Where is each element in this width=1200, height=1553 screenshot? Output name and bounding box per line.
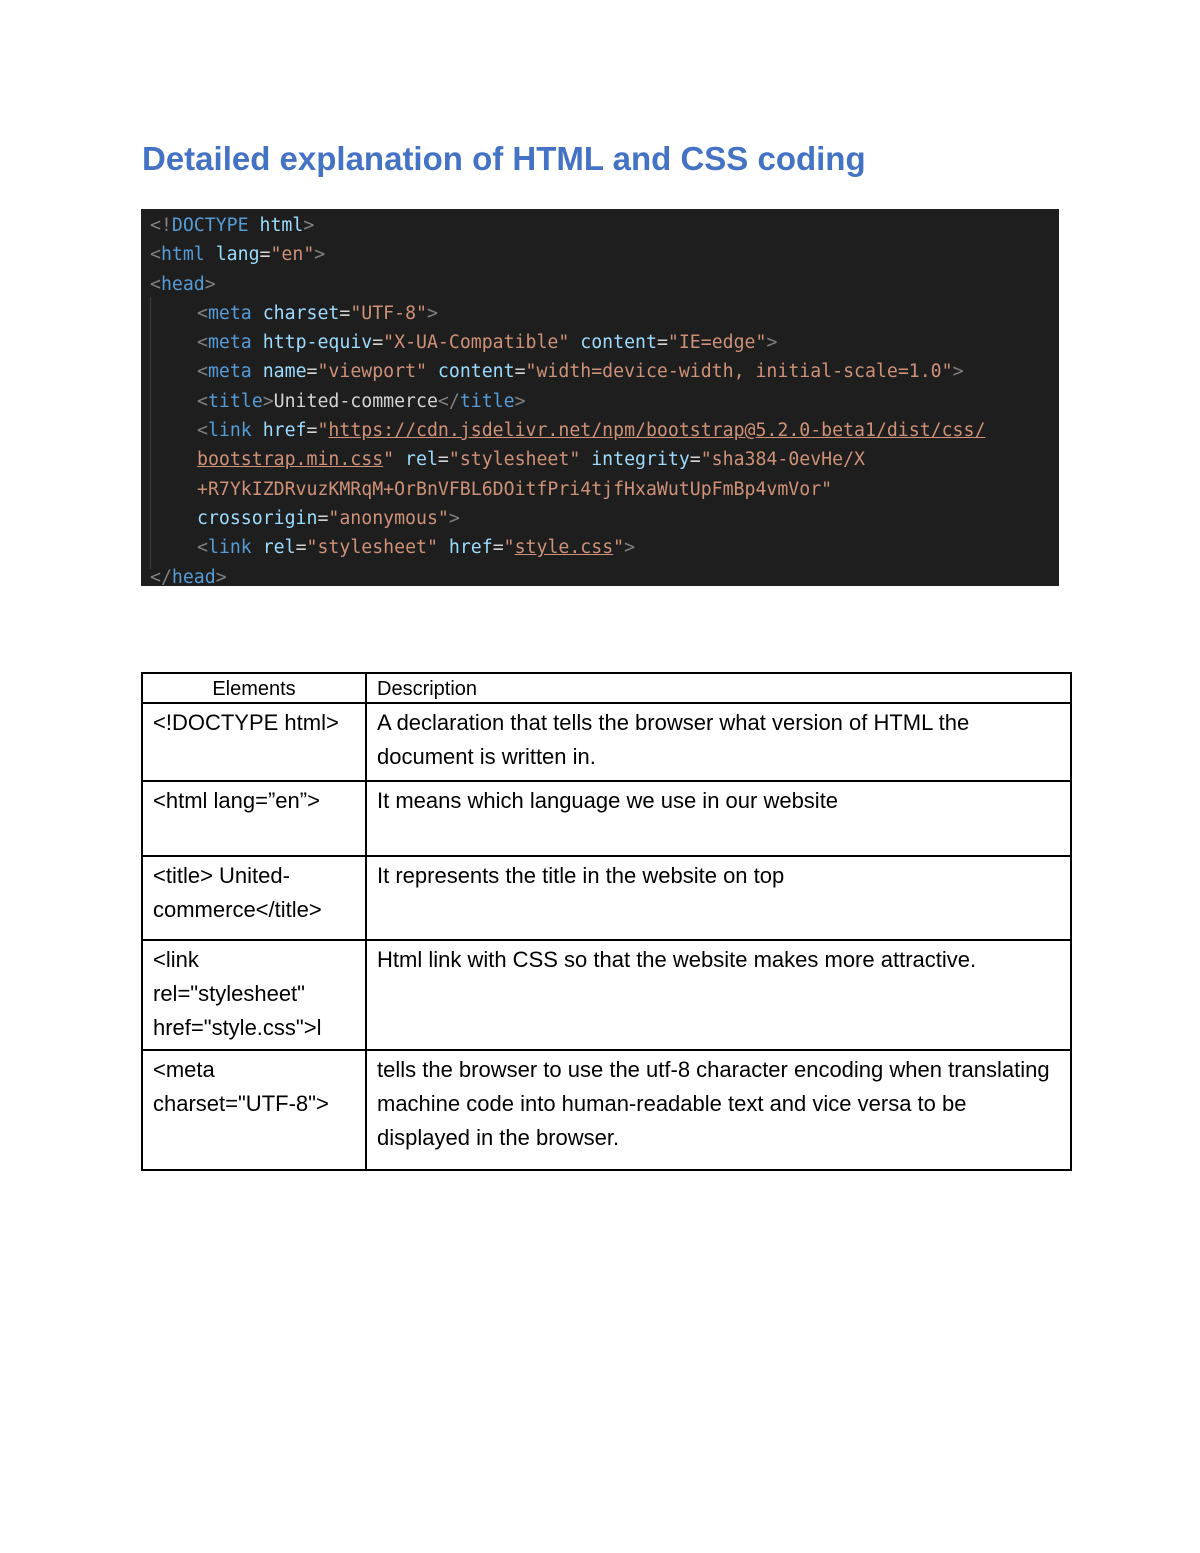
description-cell: It means which language we use in our website [366,781,1071,856]
table-row [142,940,1071,1050]
table-row [142,856,1071,940]
code-line-4: <meta charset="UTF-8"> [197,302,438,324]
code-line-8: <link href="https://cdn.jsdelivr.net/npm/bootstrap@5.2.0-beta1/dist/css/ [197,420,986,442]
code-line-2: <html lang="en"> [150,244,326,266]
table-row [142,703,1071,781]
table-header-row [142,673,1071,703]
code-line-6: <meta name="viewport" content="width=device-width, initial-scale=1.0"> [197,361,964,383]
code-line-11: crossorigin="anonymous"> [197,507,460,529]
header-description: Description [366,673,1071,703]
element-cell: <html lang=”en”> [142,781,366,856]
code-line-12: <link rel="stylesheet" href="style.css"> [197,537,636,559]
elements-table [141,672,1072,1171]
code-line-1: <!DOCTYPE html> [150,215,315,236]
code-line-13: </head> [150,566,227,588]
code-line-9: bootstrap.min.css" rel="stylesheet" integrity="sha384-0evHe/X [197,449,865,471]
description-cell: A declaration that tells the browser what version of HTML the document is written in. [366,703,1071,781]
code-line-5: <meta http-equiv="X-UA-Compatible" content="IE=edge"> [197,332,778,354]
table-row [142,781,1071,856]
header-elements: Elements [142,673,366,703]
table-row [142,1050,1071,1170]
description-cell: tells the browser to use the utf-8 character encoding when translating machine code into human-readable text and vice versa to be displayed in the browser. [366,1050,1071,1170]
element-cell: <!DOCTYPE html> [142,703,366,781]
code-line-10: +R7YkIZDRvuzKMRqM+OrBnVFBL6DOitfPri4tjfHxaWutUpFmBp4vmVor" [197,478,833,500]
code-line-3: <head> [150,273,216,295]
description-cell: It represents the title in the website on top [366,856,1071,940]
code-line-7: <title>United-commerce</title> [197,390,526,412]
code-screenshot [141,209,1059,586]
element-cell: <link rel="stylesheet" href="style.css">l [142,940,366,1050]
page-title: Detailed explanation of HTML and CSS coding [142,140,866,177]
description-cell: Html link with CSS so that the website makes more attractive. [366,940,1071,1050]
element-cell: <title> United-commerce</title> [142,856,366,940]
element-cell: <meta charset="UTF-8"> [142,1050,366,1170]
